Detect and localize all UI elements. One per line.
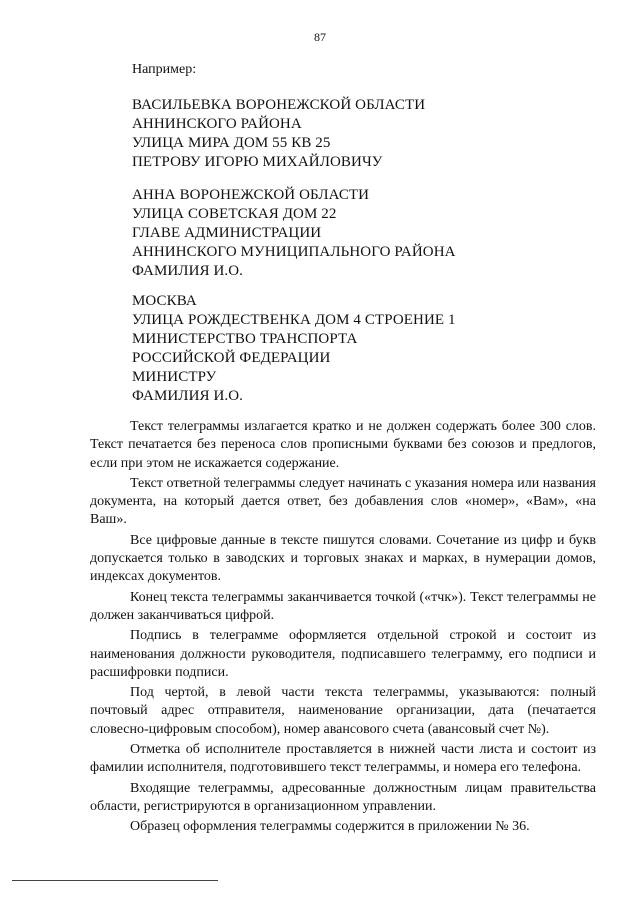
address-example-2 xyxy=(132,186,456,281)
address-line: УЛИЦА РОЖДЕСТВЕНКА ДОМ 4 СТРОЕНИЕ 1 xyxy=(132,312,456,328)
paragraph-text-length: Текст телеграммы излагается кратко и не должен содержать более 300 слов. Текст печатается без переноса слов прописными буквами без союзов и предлогов, если при этом не искажается содержание. xyxy=(90,419,596,471)
address-line: РОССИЙСКОЙ ФЕДЕРАЦИИ xyxy=(132,350,331,366)
footer-divider xyxy=(12,880,218,881)
page-number: 87 xyxy=(314,30,326,44)
address-line: МИНИСТРУ xyxy=(132,369,217,385)
address-line: МИНИСТЕРСТВО ТРАНСПОРТА xyxy=(132,331,358,347)
address-line: ФАМИЛИЯ И.О. xyxy=(132,388,244,404)
address-line: УЛИЦА СОВЕТСКАЯ ДОМ 22 xyxy=(132,206,337,222)
paragraph-incoming-registration: Входящие телеграммы, адресованные должностным лицам правительства области, регистрируются в организационном управлении. xyxy=(90,780,596,814)
paragraph-signature: Подпись в телеграмме оформляется отдельной строкой и состоит из наименования должности руководителя, подписавшего телеграмму, его подписи и расшифровки подписи. xyxy=(90,628,596,680)
address-example-1 xyxy=(132,96,425,172)
address-line: ПЕТРОВУ ИГОРЮ МИХАЙЛОВИЧУ xyxy=(132,154,383,170)
example-intro: Например: xyxy=(132,62,197,77)
paragraph-sender-details: Под чертой, в левой части текста телеграммы, указываются: полный почтовый адрес отправителя, наименование организации, дата (печатается словесно-цифровым способом), номер авансового счета (авансовый счет №). xyxy=(90,685,596,737)
address-line: ВАСИЛЬЕВКА ВОРОНЕЖСКОЙ ОБЛАСТИ xyxy=(132,97,426,113)
address-line: ФАМИЛИЯ И.О. xyxy=(132,263,244,279)
address-line: МОСКВА xyxy=(132,293,197,309)
address-line: АННИНСКОГО МУНИЦИПАЛЬНОГО РАЙОНА xyxy=(132,244,456,260)
address-line: УЛИЦА МИРА ДОМ 55 КВ 25 xyxy=(132,135,331,151)
address-line: ГЛАВЕ АДМИНИСТРАЦИИ xyxy=(132,225,322,241)
paragraph-numeric-data: Все цифровые данные в тексте пишутся словами. Сочетание из цифр и букв допускается только в заводских и торговых знаках и марках, в нумерации домов, индексах документов. xyxy=(90,532,596,585)
paragraph-reply-reference: Текст ответной телеграммы следует начинать с указания номера или названия документа, на который дается ответ, без добавления слов «номер», «Вам», «на Ваш». xyxy=(90,475,596,528)
paragraph-sample-appendix: Образец оформления телеграммы содержится в приложении № 36. xyxy=(130,819,530,835)
address-example-3 xyxy=(132,292,456,406)
address-line: АННИНСКОГО РАЙОНА xyxy=(132,116,302,132)
paragraph-text-ending: Конец текста телеграммы заканчивается точкой («тчк»). Текст телеграммы не должен заканчиваться цифрой. xyxy=(90,589,596,623)
address-line: АННА ВОРОНЕЖСКОЙ ОБЛАСТИ xyxy=(132,187,370,203)
paragraph-executor-note: Отметка об исполнителе проставляется в нижней части листа и состоит из фамилии исполнителя, подготовившего текст телеграммы, и номера его телефона. xyxy=(90,742,596,776)
body-text xyxy=(90,418,596,839)
